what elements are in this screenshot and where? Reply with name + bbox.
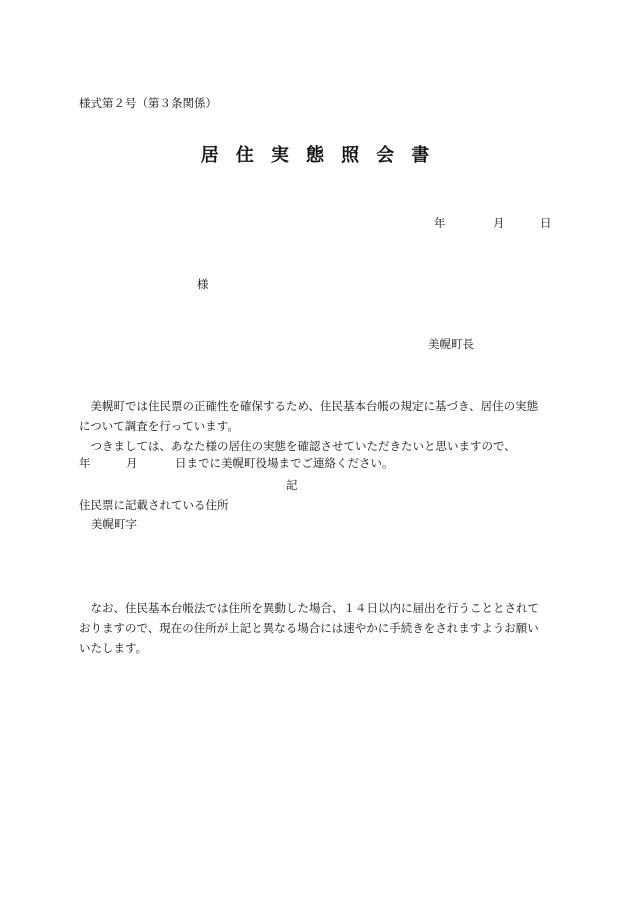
body-paragraph-1 — [79, 396, 555, 436]
sender-name: 美幌町長 — [428, 337, 474, 351]
deadline-rest: 日までに美幌町役場までご連絡ください。 — [175, 456, 394, 470]
body-paragraph-2-line-1: つきましては、あなた様の居住の実態を確認させていただきたいと思いますので、 — [79, 439, 516, 453]
deadline-month-label: 月 — [126, 456, 138, 470]
note-paragraph — [79, 598, 555, 658]
addressee-suffix: 様 — [197, 277, 209, 291]
ki-heading: 記 — [286, 478, 298, 492]
date-month-label: 月 — [493, 216, 505, 230]
date-day-label: 日 — [540, 216, 552, 230]
body-paragraph-2 — [79, 436, 555, 456]
deadline-year-label: 年 — [79, 456, 91, 470]
note-line-2: おりますので、現在の住所が上記と異なる場合には速やかに手続きをされますようお願い — [79, 621, 539, 635]
body-paragraph-1-line-1: 美幌町では住民票の正確性を確保するため、住民基本台帳の規定に基づき、居住の実態 — [79, 399, 539, 413]
form-number: 様式第２号（第３条関係） — [79, 96, 217, 110]
address-label: 住民票に記載されている住所 — [79, 498, 229, 512]
address-value: 美幌町字 — [91, 517, 137, 531]
body-paragraph-1-line-2: について調査を行っています。 — [79, 419, 239, 433]
document-title: 居住実態照会書 — [200, 145, 447, 166]
note-line-3: いたします。 — [79, 641, 148, 655]
note-line-1: なお、住民基本台帳法では住所を異動した場合、１４日以内に届出を行うこととされて — [79, 601, 539, 615]
date-year-label: 年 — [434, 216, 446, 230]
